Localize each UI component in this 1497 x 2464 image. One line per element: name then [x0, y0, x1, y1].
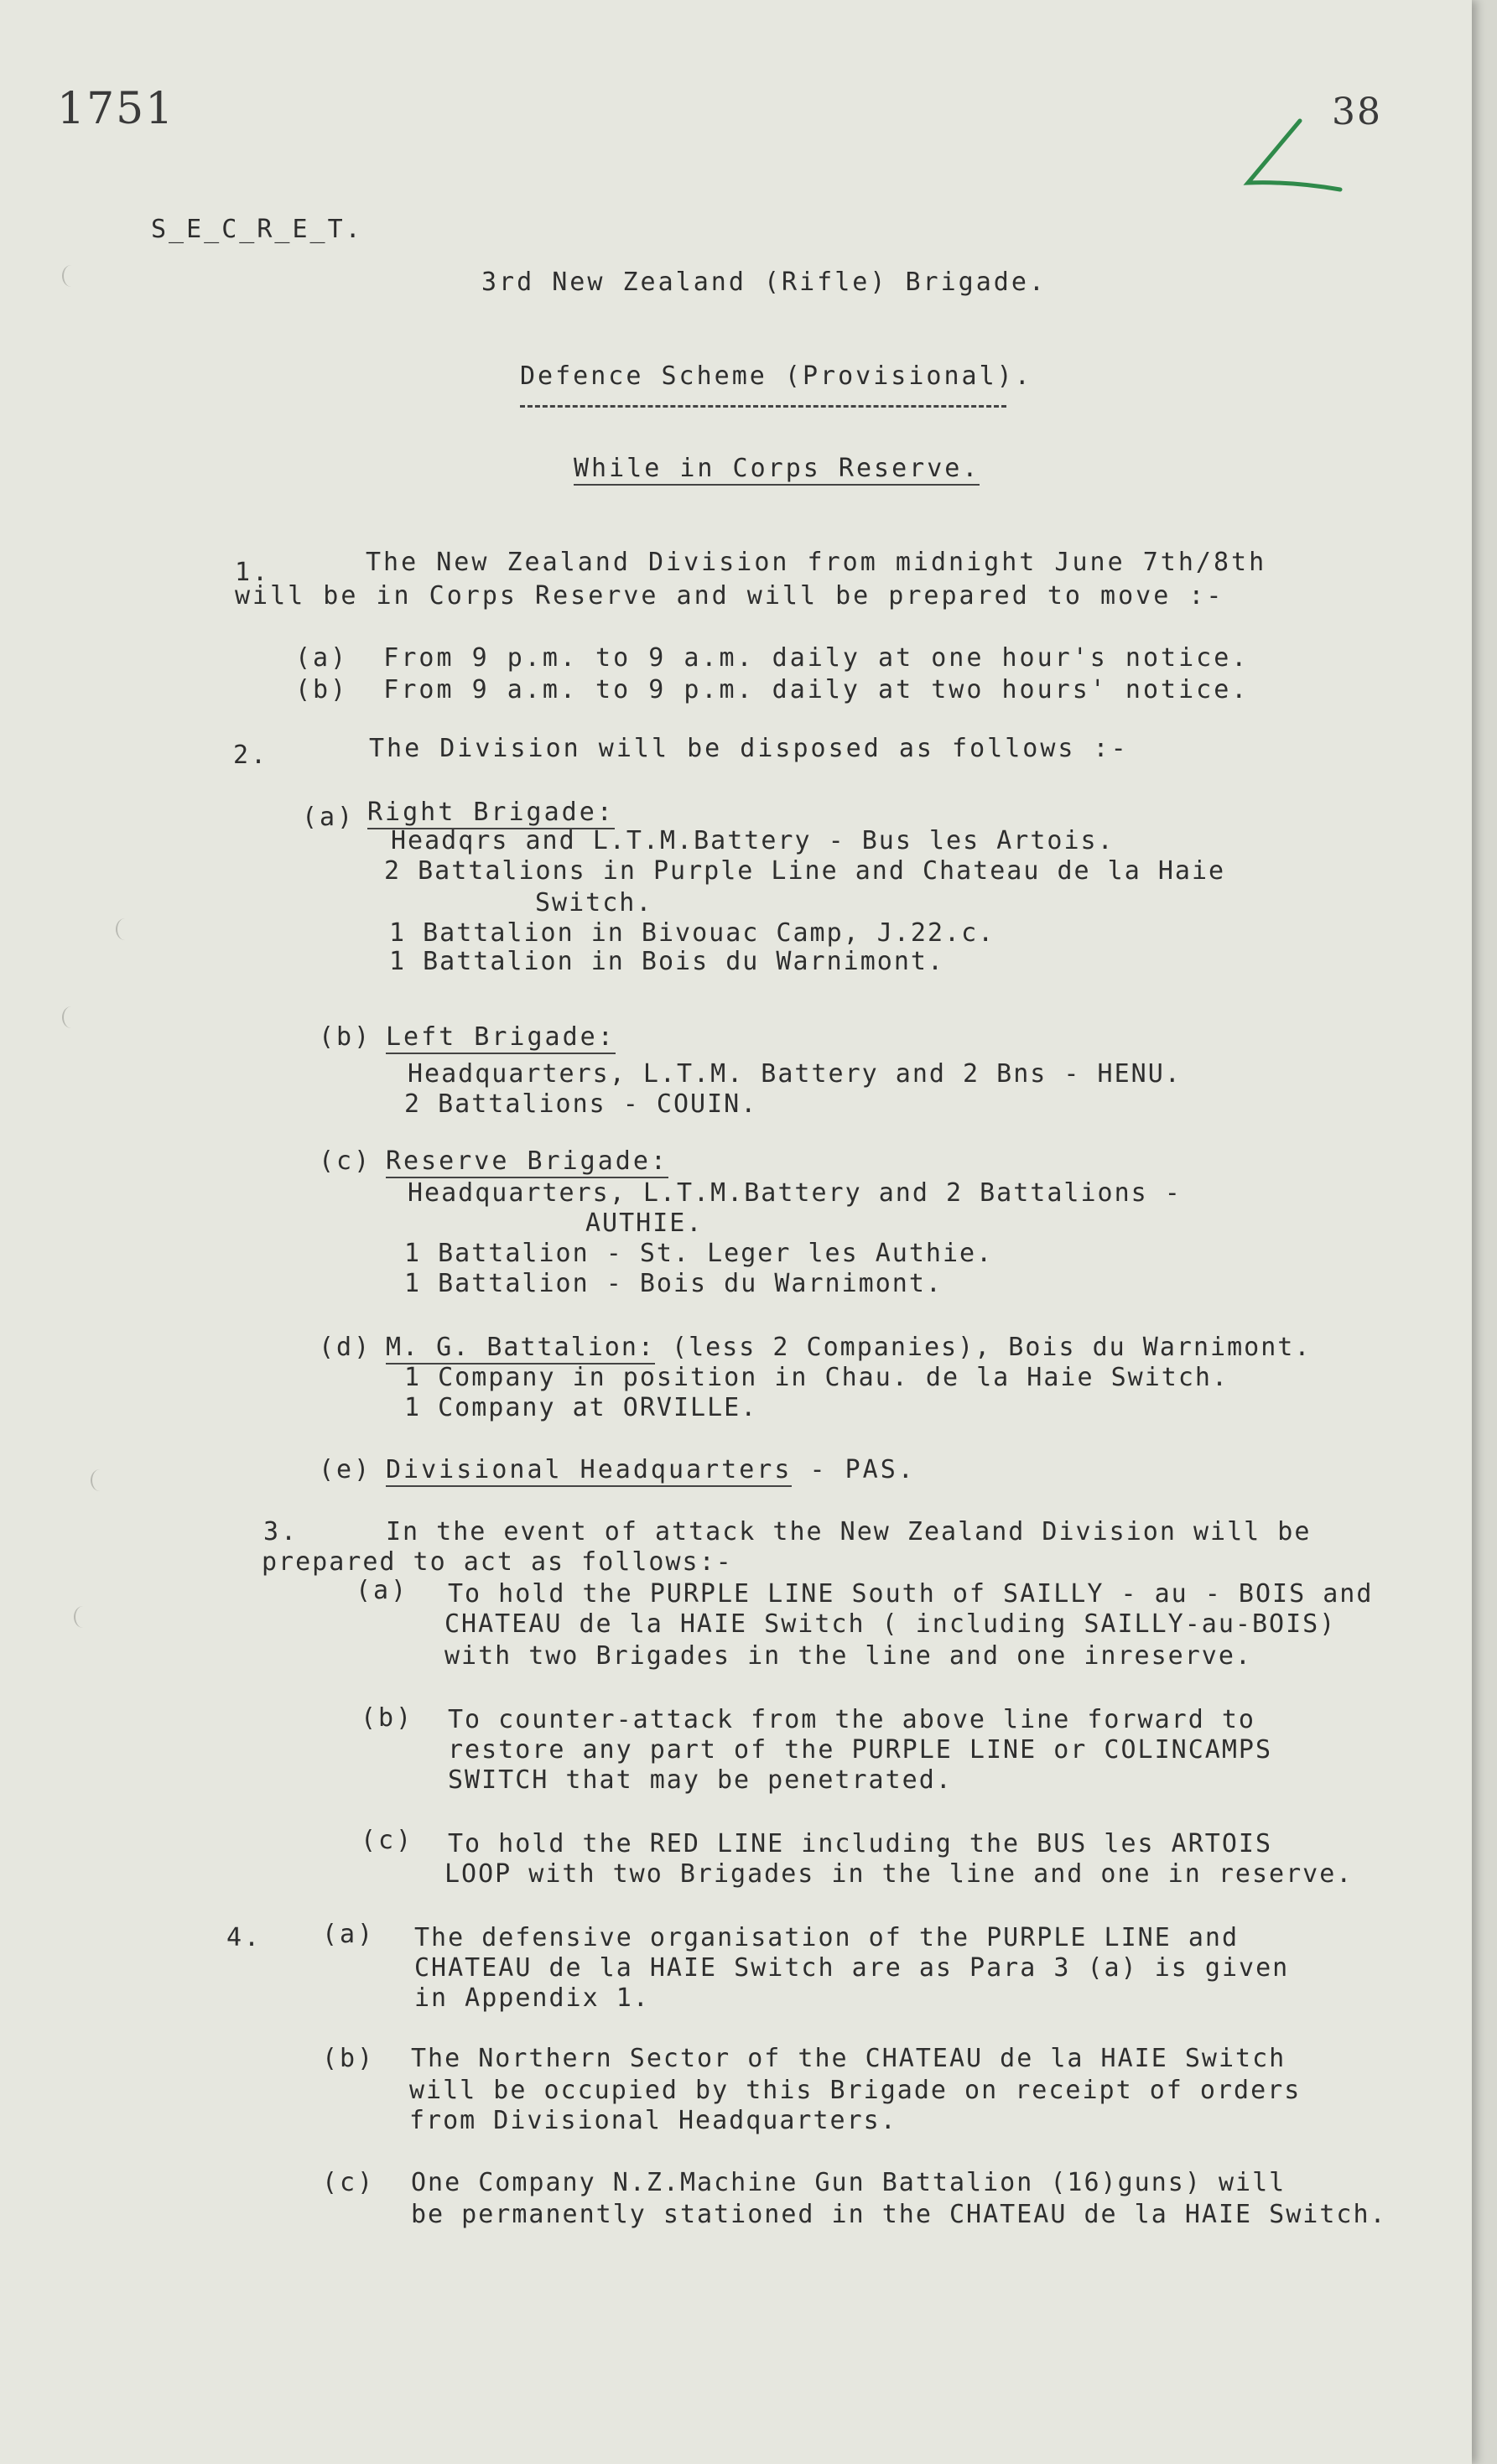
para-2-c-line: 1 Battalion - St. Leger les Authie.	[404, 1239, 994, 1268]
document-subtitle: While in Corps Reserve.	[574, 453, 980, 485]
para-4-c-line: be permanently stationed in the CHATEAU de la HAIE Switch.	[411, 2200, 1387, 2229]
para-1-number: 1.	[235, 558, 271, 587]
para-2-b-line: 2 Battalions - COUIN.	[404, 1089, 758, 1119]
para-4-a-line: The defensive organisation of the PURPLE LINE and	[414, 1923, 1240, 1952]
para-3-a-line: To hold the PURPLE LINE South of SAILLY - au - BOIS and	[448, 1579, 1374, 1609]
para-2-c-label: (c)	[319, 1146, 372, 1176]
green-tick-mark	[1241, 117, 1350, 193]
para-3-line-1: In the event of attack the New Zealand Division will be	[386, 1517, 1312, 1546]
para-4-b-label: (b)	[322, 2044, 376, 2073]
para-2-d-line: 1 Company at ORVILLE.	[404, 1393, 758, 1422]
para-2-a-heading: Right Brigade:	[367, 797, 615, 829]
para-2-a-line: Headqrs and L.T.M.Battery - Bus les Artois.	[391, 826, 1115, 855]
para-3-b-line: SWITCH that may be penetrated.	[448, 1765, 953, 1795]
para-3-c-line: To hold the RED LINE including the BUS les ARTOIS	[448, 1829, 1273, 1858]
para-2-a-line: Switch.	[535, 888, 653, 918]
para-2-a-label: (a)	[302, 803, 356, 832]
para-2-b-label: (b)	[319, 1022, 372, 1052]
para-4-c-label: (c)	[322, 2168, 376, 2197]
para-2-number: 2.	[233, 741, 269, 770]
para-2-b-line: Headquarters, L.T.M. Battery and 2 Bns - HENU.	[408, 1059, 1182, 1089]
para-1-item-a: (a) From 9 p.m. to 9 a.m. daily at one hour's notice.	[295, 643, 1250, 673]
para-3-b-line: restore any part of the PURPLE LINE or COLINCAMPS	[448, 1735, 1273, 1765]
para-2-b-heading: Left Brigade:	[386, 1021, 616, 1053]
para-2-a-line: 1 Battalion in Bois du Warnimont.	[389, 947, 945, 976]
para-4-b-line: will be occupied by this Brigade on receipt of orders	[409, 2076, 1302, 2105]
title-underline	[520, 405, 1006, 408]
para-2-c-heading: Reserve Brigade:	[386, 1146, 668, 1177]
para-1-item-b: (b) From 9 a.m. to 9 p.m. daily at two hours' notice.	[295, 675, 1250, 704]
para-4-a-label: (a)	[322, 1920, 376, 1949]
document-title: Defence Scheme (Provisional).	[520, 361, 1032, 391]
para-2-intro: The Division will be disposed as follows :-	[369, 734, 1129, 763]
para-3-c-line: LOOP with two Brigades in the line and one in reserve.	[444, 1859, 1354, 1889]
para-2-c-line: Headquarters, L.T.M.Battery and 2 Battalions -	[408, 1178, 1182, 1208]
para-3-a-line: CHATEAU de la HAIE Switch ( including SAILLY-au-BOIS)	[444, 1609, 1337, 1639]
para-1-line-2: will be in Corps Reserve and will be prepared to move :-	[235, 581, 1224, 611]
unit-heading: 3rd New Zealand (Rifle) Brigade.	[481, 268, 1047, 297]
para-2-a-line: 2 Battalions in Purple Line and Chateau de la Haie	[384, 856, 1226, 886]
para-3-a-label: (a)	[356, 1576, 409, 1605]
para-3-line-2: prepared to act as follows:-	[262, 1547, 733, 1577]
para-2-a-line: 1 Battalion in Bivouac Camp, J.22.c.	[389, 918, 995, 948]
para-2-c-line: 1 Battalion - Bois du Warnimont.	[404, 1269, 943, 1298]
para-2-d-label: (d)	[319, 1333, 372, 1362]
para-4-a-line: in Appendix 1.	[414, 1983, 650, 2013]
classification-marking: S_E_C_R_E_T.	[151, 215, 363, 244]
para-2-e-label: (e)	[319, 1455, 372, 1484]
para-3-b-line: To counter-attack from the above line forward to	[448, 1705, 1255, 1734]
para-2-d-heading: M. G. Battalion: (less 2 Companies), Bois du Warnimont.	[386, 1332, 1311, 1364]
para-3-c-label: (c)	[361, 1826, 414, 1855]
para-3-a-line: with two Brigades in the line and one inreserve.	[444, 1641, 1252, 1671]
para-4-c-line: One Company N.Z.Machine Gun Battalion (16)guns) will	[411, 2168, 1286, 2197]
para-4-a-line: CHATEAU de la HAIE Switch are as Para 3 (a) is given	[414, 1953, 1290, 1983]
para-2-d-line: 1 Company in position in Chau. de la Haie Switch.	[404, 1363, 1229, 1392]
file-number-left: 1751	[57, 84, 175, 134]
para-1-line-1: The New Zealand Division from midnight June 7th/8th	[366, 548, 1267, 577]
para-3-number: 3.	[263, 1517, 299, 1546]
para-2-c-line: AUTHIE.	[585, 1209, 704, 1238]
para-3-b-label: (b)	[361, 1703, 414, 1733]
para-4-b-line: The Northern Sector of the CHATEAU de la HAIE Switch	[411, 2044, 1286, 2073]
para-4-number: 4.	[226, 1923, 262, 1952]
para-2-e-heading: Divisional Headquarters - PAS.	[386, 1454, 916, 1486]
page-number-right: 38	[1332, 91, 1382, 133]
para-4-b-line: from Divisional Headquarters.	[409, 2106, 897, 2135]
